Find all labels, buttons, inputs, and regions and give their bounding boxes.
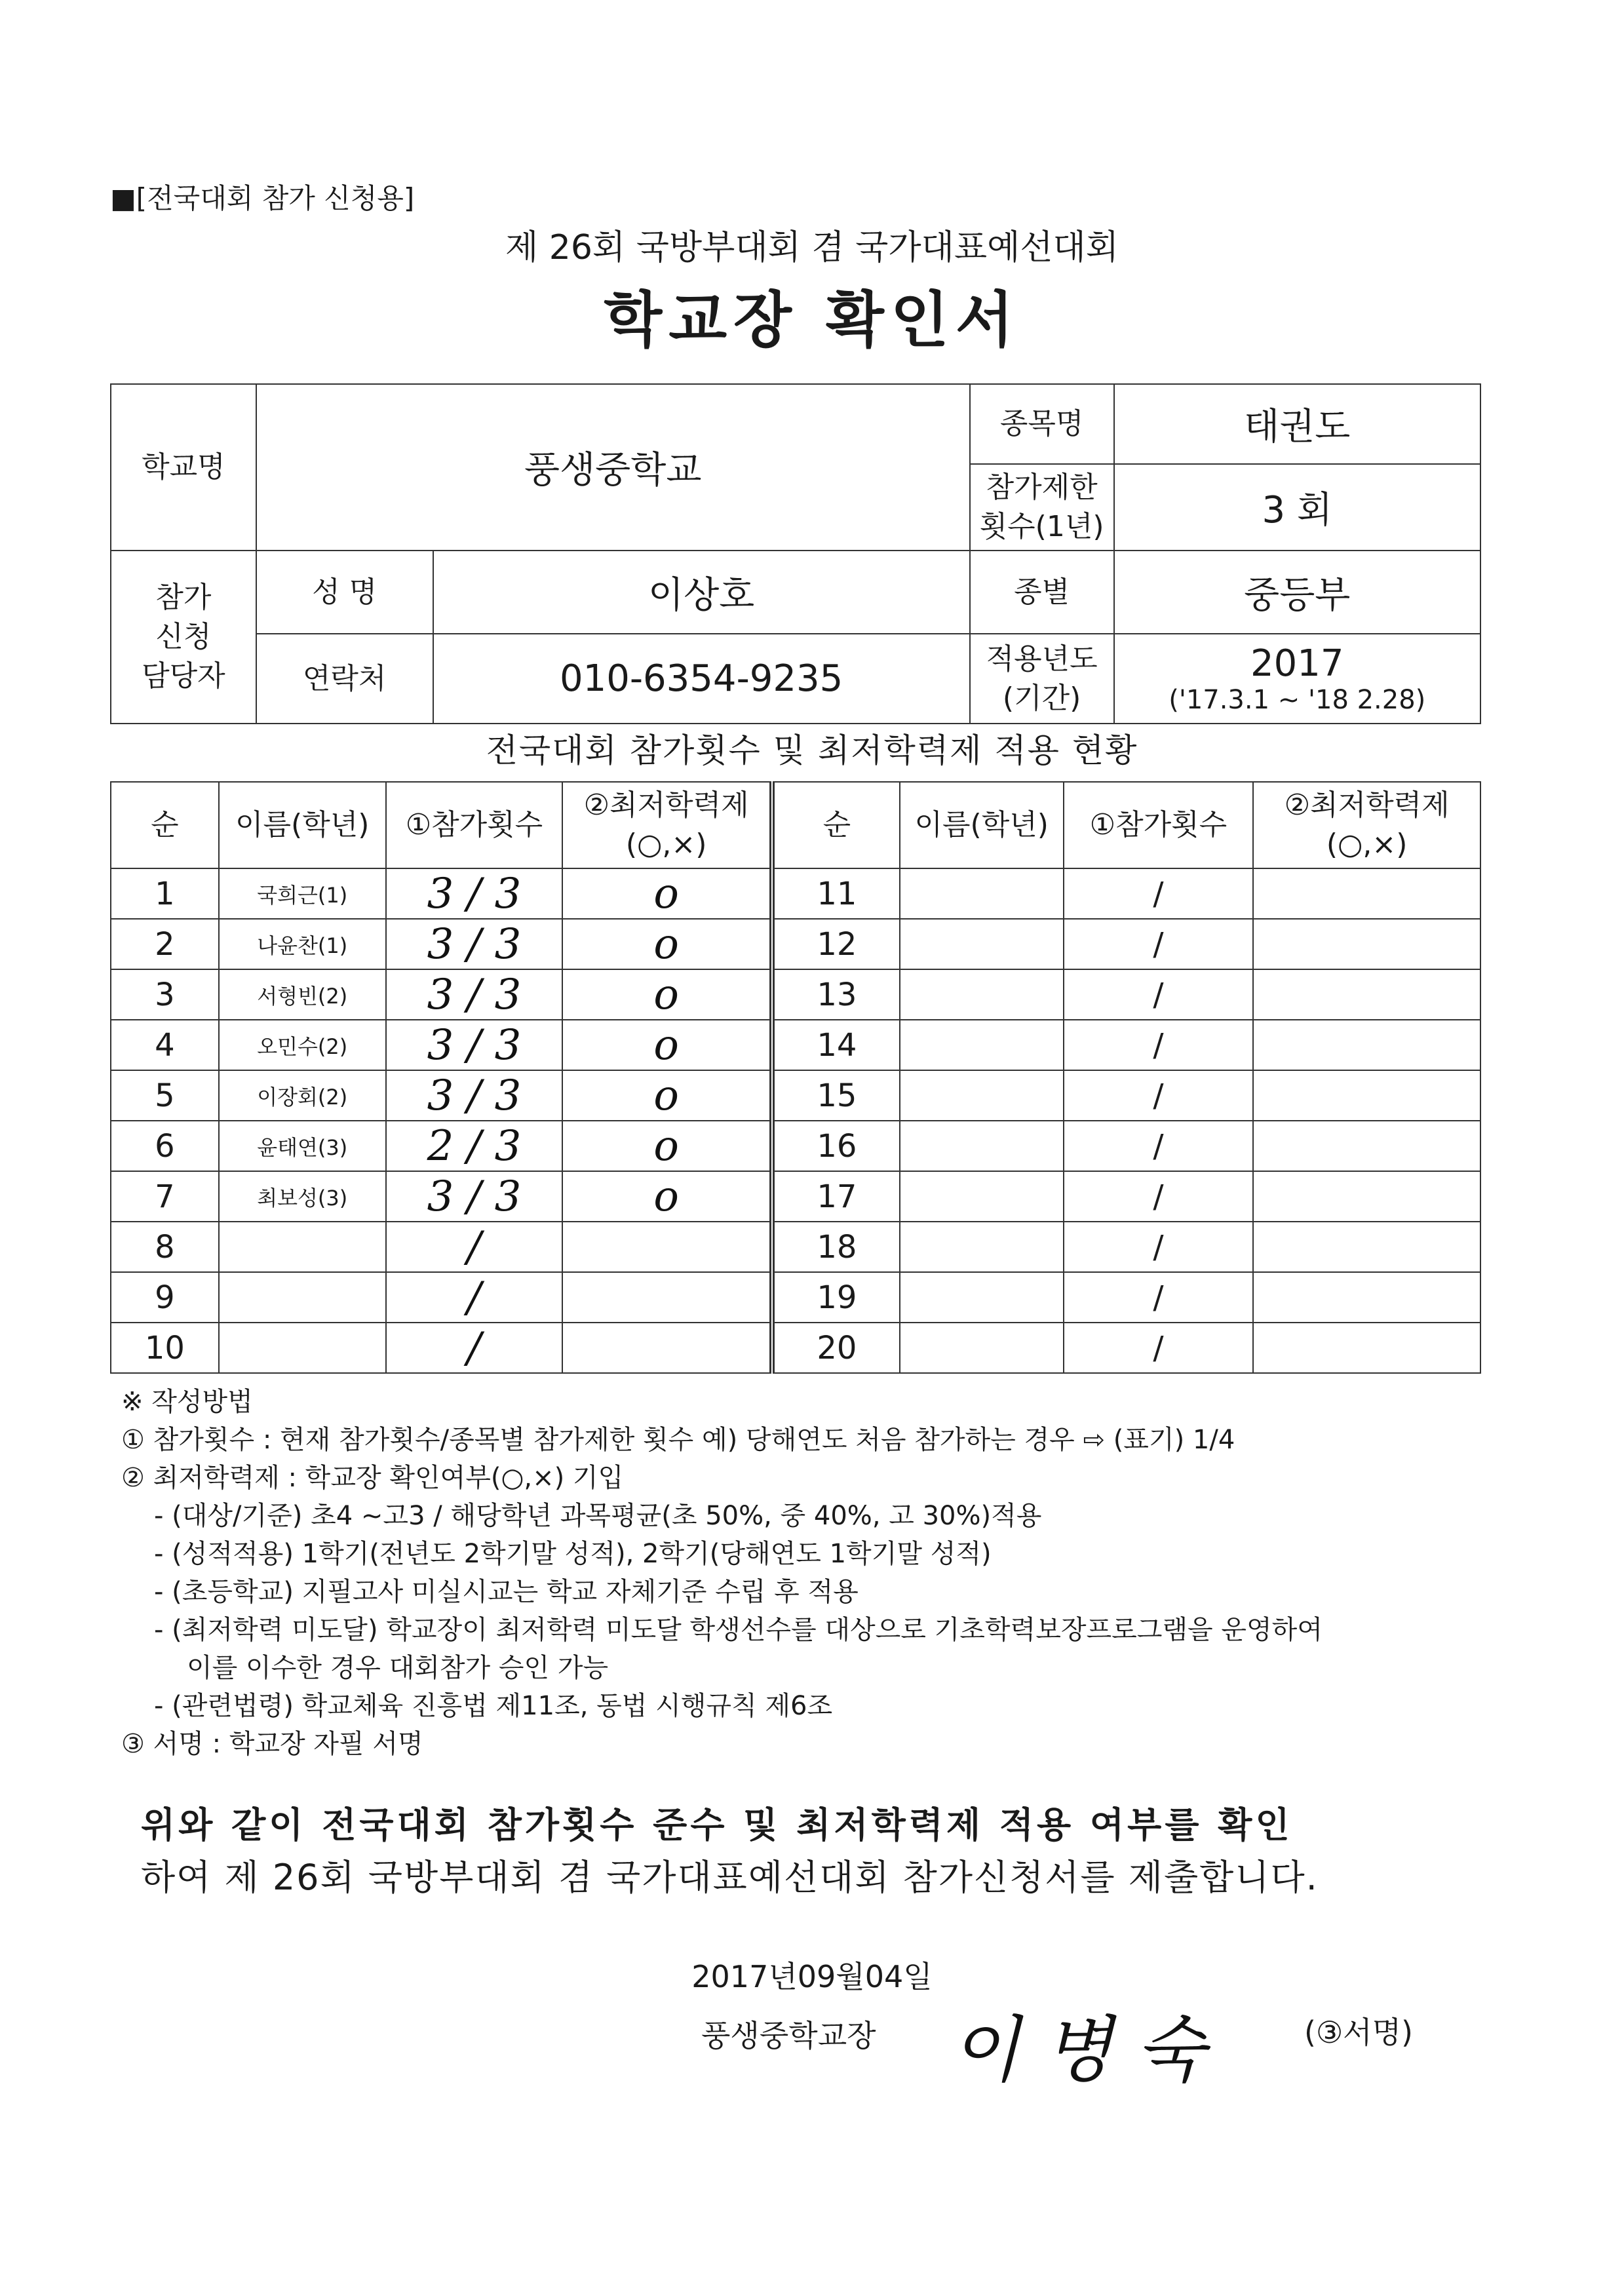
year-label-line1: 적용년도: [986, 642, 1098, 676]
document-date: 2017년09월04일: [691, 1959, 933, 1994]
row-count: 3 / 3: [386, 1070, 563, 1121]
header-name: 이름(학년): [219, 782, 386, 868]
row-no: 16: [772, 1121, 900, 1171]
name-label: 성 명: [256, 551, 433, 634]
contact-value: 010-6354-9235: [433, 634, 970, 724]
year-label-line2: (기간): [1002, 681, 1081, 715]
row-count: 3 / 3: [386, 919, 563, 969]
row-name: [900, 868, 1064, 919]
status-header-row: [111, 782, 1480, 868]
row-no: 14: [772, 1020, 900, 1070]
row-count: /: [1064, 1222, 1254, 1272]
header-edu-2-line2: (○,×): [1326, 828, 1408, 861]
row-name: 최보성(3): [219, 1171, 386, 1222]
row-edu: o: [562, 1171, 772, 1222]
table-row: [111, 1121, 1480, 1171]
row-edu: [1253, 1272, 1480, 1323]
row-no: 1: [111, 868, 219, 919]
row-name: 서형빈(2): [219, 969, 386, 1020]
row-edu: [1253, 1171, 1480, 1222]
document-tag: ■[전국대회 참가 신청용]: [110, 182, 415, 214]
row-no: 12: [772, 919, 900, 969]
header-no-2: 순: [772, 782, 900, 868]
row-no: 6: [111, 1121, 219, 1171]
document-title: 학교장 확인서: [604, 285, 1020, 355]
limit-label-line2: 횟수(1년): [979, 510, 1104, 543]
row-count: 3 / 3: [386, 1020, 563, 1070]
row-name: [900, 1222, 1064, 1272]
table-row: [111, 1272, 1480, 1323]
note-heading: ※ 작성방법: [121, 1387, 253, 1417]
row-name: [219, 1272, 386, 1323]
note-subitem-continuation: 이를 이수한 경우 대회참가 승인 가능: [187, 1653, 609, 1683]
row-count: /: [1064, 1020, 1254, 1070]
year-label: [970, 634, 1114, 724]
row-count: /: [1064, 1323, 1254, 1373]
row-edu: [1253, 868, 1480, 919]
row-name: [219, 1222, 386, 1272]
row-count: /: [1064, 1121, 1254, 1171]
row-count: /: [1064, 1272, 1254, 1323]
row-no: 10: [111, 1323, 219, 1373]
row-no: 13: [772, 969, 900, 1020]
row-no: 19: [772, 1272, 900, 1323]
row-no: 17: [772, 1171, 900, 1222]
status-table-title: 전국대회 참가횟수 및 최저학력제 적용 현황: [486, 731, 1138, 769]
row-edu: [562, 1222, 772, 1272]
row-no: 15: [772, 1070, 900, 1121]
table-row: [111, 1222, 1480, 1272]
row-name: 나윤찬(1): [219, 919, 386, 969]
row-count: 3 / 3: [386, 969, 563, 1020]
row-name: 윤태연(3): [219, 1121, 386, 1171]
row-edu: [1253, 1222, 1480, 1272]
declaration: [141, 1799, 1484, 1904]
row-edu: [1253, 969, 1480, 1020]
year-period: ('17.3.1 ~ '18 2.28): [1169, 685, 1426, 715]
row-edu: o: [562, 1020, 772, 1070]
row-no: 20: [772, 1323, 900, 1373]
row-no: 11: [772, 868, 900, 919]
year-value: 2017: [1250, 642, 1344, 685]
row-count: /: [1064, 1171, 1254, 1222]
school-label: 학교명: [111, 384, 256, 551]
row-edu: o: [562, 1070, 772, 1121]
row-edu: o: [562, 868, 772, 919]
row-edu: [1253, 1020, 1480, 1070]
header-edu-line1: ②최저학력제: [583, 788, 749, 822]
note-subitem: - (대상/기준) 초4 ~고3 / 해당학년 과목평균(초 50%, 중 40%, 고 30%)적용: [154, 1501, 1042, 1531]
name-value: 이상호: [433, 551, 970, 634]
table-row: [111, 969, 1480, 1020]
row-name: 이장회(2): [219, 1070, 386, 1121]
note-item: ① 참가횟수 : 현재 참가횟수/종목별 참가제한 횟수 예) 당해연도 처음 참가하는 경우 ⇨ (표기) 1/4: [121, 1425, 1235, 1455]
declaration-line1: 위와 같이 전국대회 참가횟수 준수 및 최저학력제 적용 여부를 확인: [141, 1804, 1293, 1846]
note-subitem: - (최저학력 미도달) 학교장이 최저학력 미도달 학생선수를 대상으로 기초학력보장프로그램을 운영하여: [154, 1615, 1323, 1645]
row-count: 3 / 3: [386, 1171, 563, 1222]
applicant-label: [111, 551, 256, 724]
contact-label: 연락처: [256, 634, 433, 724]
note-subitem: - (초등학교) 지필고사 미실시교는 학교 자체기준 수립 후 적용: [154, 1577, 859, 1607]
header-count: ①참가횟수: [386, 782, 563, 868]
row-edu: [1253, 1121, 1480, 1171]
row-name: [900, 1020, 1064, 1070]
header-name-2: 이름(학년): [900, 782, 1064, 868]
row-no: 7: [111, 1171, 219, 1222]
row-name: [900, 1121, 1064, 1171]
note-item: ③ 서명 : 학교장 자필 서명: [121, 1729, 423, 1759]
row-edu: [562, 1272, 772, 1323]
event-label: 종목명: [970, 384, 1114, 464]
row-name: [900, 919, 1064, 969]
row-count: /: [386, 1272, 563, 1323]
row-name: [900, 1272, 1064, 1323]
header-count-2: ①참가횟수: [1064, 782, 1254, 868]
row-no: 9: [111, 1272, 219, 1323]
row-edu: o: [562, 1121, 772, 1171]
row-count: /: [1064, 1070, 1254, 1121]
header-edu: [562, 782, 772, 868]
row-name: 국희근(1): [219, 868, 386, 919]
document-subtitle: 제 26회 국방부대회 겸 국가대표예선대회: [505, 228, 1119, 267]
row-edu: [562, 1323, 772, 1373]
row-name: [900, 1323, 1064, 1373]
row-edu: [1253, 1323, 1480, 1373]
row-count: 2 / 3: [386, 1121, 563, 1171]
table-row: [111, 1323, 1480, 1373]
table-row: [111, 1070, 1480, 1121]
row-count: /: [1064, 969, 1254, 1020]
status-table: [110, 781, 1481, 1374]
row-count: /: [386, 1323, 563, 1373]
year-cell: [1114, 634, 1481, 724]
limit-label-line1: 참가제한: [986, 471, 1098, 504]
table-row: [111, 919, 1480, 969]
row-edu: o: [562, 969, 772, 1020]
event-value: 태권도: [1114, 384, 1481, 464]
handwritten-signature: 이 병 숙: [950, 2008, 1205, 2092]
division-value: 중등부: [1114, 551, 1481, 634]
table-row: [111, 1171, 1480, 1222]
row-name: 오민수(2): [219, 1020, 386, 1070]
info-table: [110, 383, 1481, 724]
row-count: 3 / 3: [386, 868, 563, 919]
row-no: 2: [111, 919, 219, 969]
note-subitem: - (성적적용) 1학기(전년도 2학기말 성적), 2학기(당해연도 1학기말 성적): [154, 1539, 992, 1569]
limit-label: [970, 464, 1114, 551]
row-no: 4: [111, 1020, 219, 1070]
division-label: 종별: [970, 551, 1114, 634]
row-no: 18: [772, 1222, 900, 1272]
row-edu: o: [562, 919, 772, 969]
table-row: [111, 868, 1480, 919]
header-edu-line2: (○,×): [625, 828, 707, 861]
header-no: 순: [111, 782, 219, 868]
row-edu: [1253, 919, 1480, 969]
school-value: 풍생중학교: [256, 384, 970, 551]
row-name: [900, 1171, 1064, 1222]
row-no: 8: [111, 1222, 219, 1272]
row-name: [219, 1323, 386, 1373]
table-row: [111, 1020, 1480, 1070]
row-count: /: [1064, 868, 1254, 919]
row-name: [900, 1070, 1064, 1121]
applicant-label-line2: 신청: [155, 620, 212, 653]
signature-mark: (③서명): [1304, 2015, 1414, 2050]
row-edu: [1253, 1070, 1480, 1121]
row-count: /: [386, 1222, 563, 1272]
limit-value: 3 회: [1114, 464, 1481, 551]
header-edu-2-line1: ②최저학력제: [1284, 788, 1450, 822]
applicant-label-line1: 참가: [155, 581, 212, 614]
row-count: /: [1064, 919, 1254, 969]
header-edu-2: [1253, 782, 1480, 868]
instructions: [121, 1383, 1498, 1763]
principal-title: 풍생중학교장: [701, 2018, 876, 2053]
row-name: [900, 969, 1064, 1020]
row-no: 3: [111, 969, 219, 1020]
note-item: ② 최저학력제 : 학교장 확인여부(○,×) 기입: [121, 1463, 624, 1493]
applicant-label-line3: 담당자: [142, 659, 225, 693]
note-subitem: - (관련법령) 학교체육 진흥법 제11조, 동법 시행규칙 제6조: [154, 1691, 833, 1721]
row-no: 5: [111, 1070, 219, 1121]
declaration-line2: 하여 제 26회 국방부대회 겸 국가대표예선대회 참가신청서를 제출합니다.: [141, 1857, 1319, 1898]
